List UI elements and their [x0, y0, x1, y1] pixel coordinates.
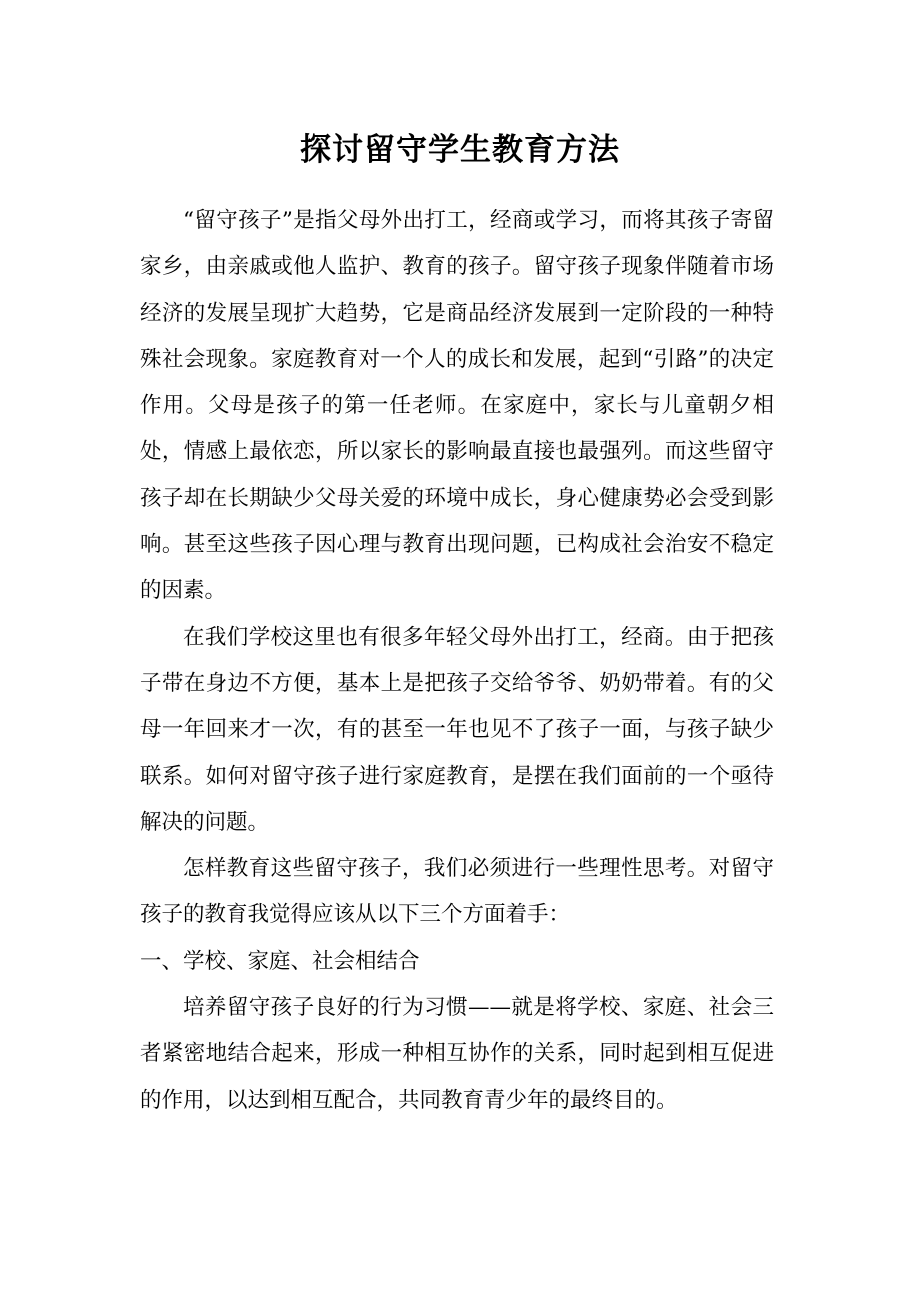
paragraph-3: 怎样教育这些留守孩子，我们必须进行一些理性思考。对留守孩子的教育我觉得应该从以下三个方面着手：: [140, 856, 774, 928]
document-title: 探讨留守学生教育方法: [300, 132, 620, 168]
paragraph-2: 在我们学校这里也有很多年轻父母外出打工，经商。由于把孩子带在身边不方便，基本上是把孩子交给爷爷、奶奶带着。有的父母一年回来才一次，有的甚至一年也见不了孩子一面，与孩子缺少联系。如何对留守孩子进行家庭教育，是摆在我们面前的一个亟待解决的问题。: [140, 624, 774, 835]
document-body: [140, 198, 774, 1124]
section-heading: 一、学校、家庭、社会相结合: [140, 948, 420, 974]
paragraph-1: “留守孩子”是指父母外出打工，经商或学习，而将其孩子寄留家乡，由亲戚或他人监护、教育的孩子。留守孩子现象伴随着市场经济的发展呈现扩大趋势，它是商品经济发展到一定阶段的一种特殊社会现象。家庭教育对一个人的成长和发展，起到“引路”的决定作用。父母是孩子的第一任老师。在家庭中，家长与儿童朝夕相处，情感上最依恋，所以家长的影响最直接也最强列。而这些留守孩子却在长期缺少父母关爱的环境中成长，身心健康势必会受到影响。甚至这些孩子因心理与教育出现问题，已构成社会治安不稳定的因素。: [140, 208, 774, 604]
section-paragraph: 培养留守孩子良好的行为习惯——就是将学校、家庭、社会三者紧密地结合起来，形成一种相互协作的关系，同时起到相互促进的作用，以达到相互配合，共同教育青少年的最终目的。: [140, 995, 774, 1113]
